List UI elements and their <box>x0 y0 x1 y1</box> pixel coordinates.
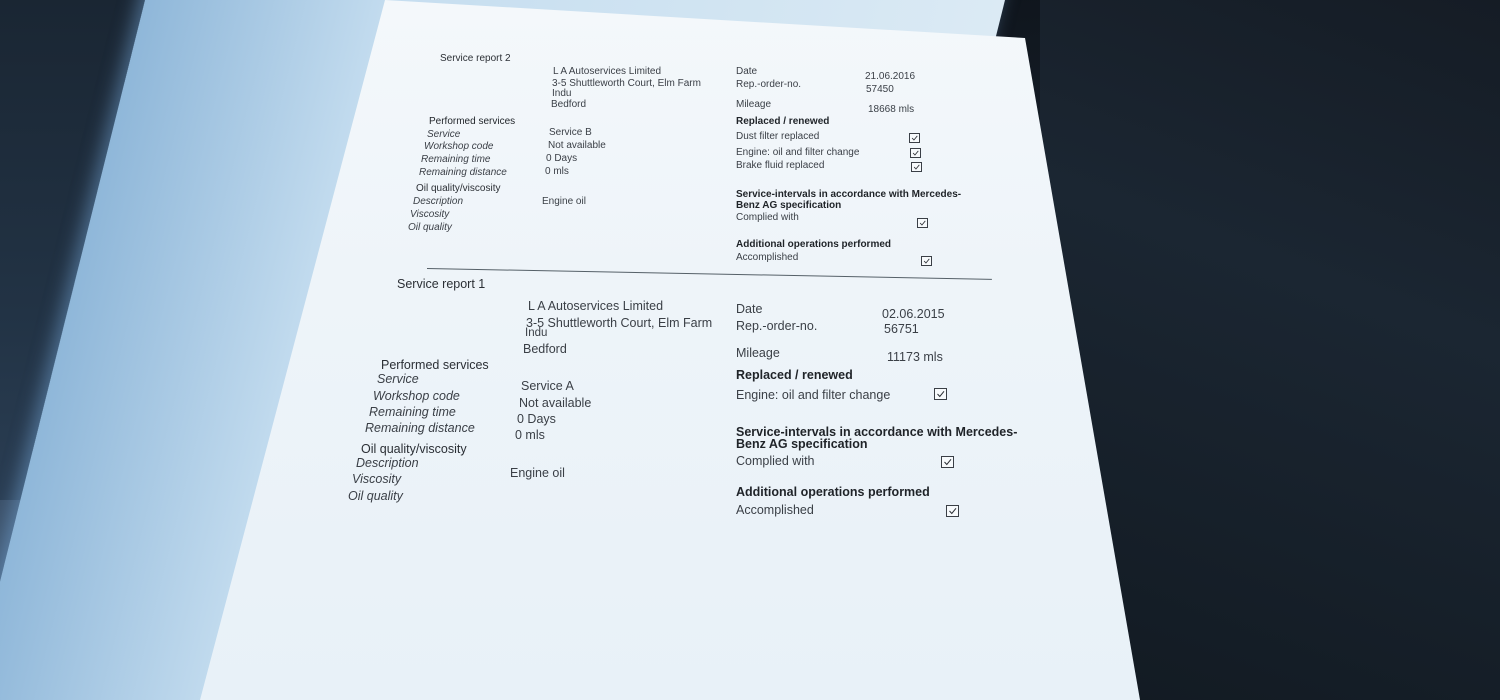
report-2-additional-heading: Additional operations performed <box>736 239 892 250</box>
report-1-workshop-label: Workshop code <box>373 389 460 403</box>
report-2-remaining-time-label: Remaining time <box>421 154 491 165</box>
report-2-workshop: Not available <box>548 140 606 151</box>
report-1-oil-quality-label: Oil quality <box>348 489 403 503</box>
report-2-service-label: Service <box>427 129 461 140</box>
report-2-replaced-checkbox <box>910 148 921 158</box>
report-2-rep-order-label: Rep.-order-no. <box>736 79 802 90</box>
report-1-date-label: Date <box>736 302 763 316</box>
report-1-additional-heading: Additional operations performed <box>736 485 930 499</box>
report-2-oil-quality-label: Oil quality <box>408 222 452 233</box>
report-2-performed-heading: Performed services <box>429 116 516 127</box>
report-2-intervals-heading-2: Benz AG specification <box>736 200 842 211</box>
report-2-remaining-time: 0 Days <box>546 153 578 164</box>
report-1-remaining-distance-label: Remaining distance <box>365 421 475 435</box>
report-2-workshop-label: Workshop code <box>424 141 494 152</box>
report-1-garage-address: 3-5 Shuttleworth Court, Elm Farm <box>526 316 713 330</box>
report-2-date: 21.06.2016 <box>865 71 916 82</box>
report-1-complied-checkbox <box>941 456 954 468</box>
report-2-replaced-item: Brake fluid replaced <box>736 160 825 171</box>
report-1-title: Service report 1 <box>397 277 486 291</box>
report-1-remaining-time: 0 Days <box>517 412 556 426</box>
report-divider <box>427 268 992 280</box>
report-2-title: Service report 2 <box>440 53 511 64</box>
report-1-remaining-time-label: Remaining time <box>369 405 456 419</box>
report-2-complied-checkbox <box>917 218 928 228</box>
report-1-date: 02.06.2015 <box>882 307 945 321</box>
report-2-garage-address: 3-5 Shuttleworth Court, Elm Farm <box>552 78 701 89</box>
report-1-intervals-heading: Service-intervals in accordance with Mercedes- <box>736 425 1018 439</box>
report-2-viscosity-label: Viscosity <box>410 209 450 220</box>
report-1-complied-label: Complied with <box>736 454 815 468</box>
report-2-description-label: Description <box>413 196 464 207</box>
report-2-replaced-checkbox <box>911 162 922 172</box>
report-1-replaced-checkbox <box>934 388 947 400</box>
report-2-date-label: Date <box>736 66 758 77</box>
report-2-remaining-distance-label: Remaining distance <box>419 167 507 178</box>
report-1-performed-heading: Performed services <box>381 358 489 372</box>
report-1-garage-name: L A Autoservices Limited <box>528 299 664 313</box>
report-2-replaced-heading: Replaced / renewed <box>736 116 830 127</box>
report-2-description: Engine oil <box>542 196 586 207</box>
report-1-mileage-label: Mileage <box>736 346 780 360</box>
report-1-replaced-heading: Replaced / renewed <box>736 368 853 382</box>
report-2-mileage-label: Mileage <box>736 99 772 110</box>
report-1-remaining-distance: 0 mls <box>515 428 545 442</box>
report-1-accomplished-checkbox <box>946 505 959 517</box>
report-2-remaining-distance: 0 mls <box>545 166 569 177</box>
report-2-replaced-item: Dust filter replaced <box>736 131 820 142</box>
report-1-mileage: 11173 mls <box>887 350 943 364</box>
report-1-viscosity-label: Viscosity <box>352 472 402 486</box>
report-1-service-label: Service <box>377 372 419 386</box>
report-1-oil-heading: Oil quality/viscosity <box>361 442 467 456</box>
report-2-accomplished-checkbox <box>921 256 932 266</box>
report-2-garage-address-2: Indu <box>552 88 572 99</box>
report-1-service: Service A <box>521 379 574 393</box>
report-2-service: Service B <box>549 127 592 138</box>
report-1-description-label: Description <box>356 456 419 470</box>
report-2-intervals-heading: Service-intervals in accordance with Mercedes- <box>736 189 962 200</box>
report-2-mileage: 18668 mls <box>868 104 915 115</box>
report-1-workshop: Not available <box>519 396 592 410</box>
report-2-accomplished-label: Accomplished <box>736 252 799 263</box>
report-1-accomplished-label: Accomplished <box>736 503 814 517</box>
report-1-description: Engine oil <box>510 466 565 480</box>
report-1-rep-order-label: Rep.-order-no. <box>736 319 818 333</box>
report-2-rep-order: 57450 <box>866 84 894 95</box>
report-1-garage-town: Bedford <box>523 342 567 356</box>
report-1-intervals-heading-2: Benz AG specification <box>736 437 868 451</box>
report-2-oil-heading: Oil quality/viscosity <box>416 183 501 194</box>
report-1-replaced-item: Engine: oil and filter change <box>736 388 891 402</box>
report-2-replaced-item: Engine: oil and filter change <box>736 147 860 158</box>
report-1-garage-address-2: Indu <box>525 327 548 339</box>
report-2-garage-town: Bedford <box>551 99 587 110</box>
report-2-replaced-checkbox <box>909 133 920 143</box>
report-1-rep-order: 56751 <box>884 322 919 336</box>
report-2-complied-label: Complied with <box>736 212 799 223</box>
report-2-garage-name: L A Autoservices Limited <box>553 66 662 77</box>
